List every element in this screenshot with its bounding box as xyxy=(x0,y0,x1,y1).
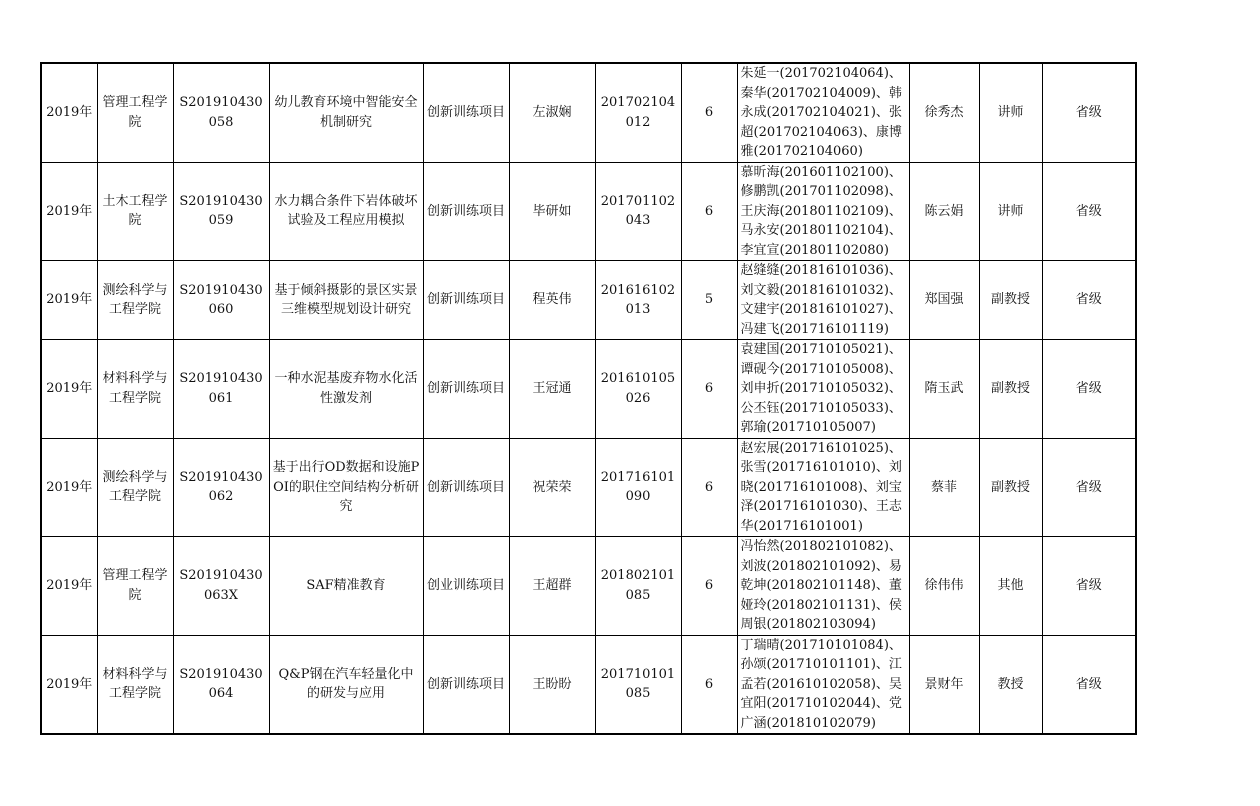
advisor-cell: 郑国强 xyxy=(909,261,979,340)
project-title-cell: 基于出行OD数据和设施POI的职住空间结构分析研究 xyxy=(269,438,423,537)
college-cell: 管理工程学院 xyxy=(97,537,173,636)
leader-id-cell: 201610105026 xyxy=(595,340,681,439)
members-cell: 冯怡然(201802101082)、刘波(201802101092)、易乾坤(201802101148)、董娅玲(201802101131)、侯周银(201802103094) xyxy=(737,537,909,636)
project-title-cell: 一种水泥基废弃物水化活性激发剂 xyxy=(269,340,423,439)
leader-id-cell: 201802101085 xyxy=(595,537,681,636)
advisor-cell: 景财年 xyxy=(909,635,979,734)
project-id-cell: S201910430064 xyxy=(173,635,269,734)
year-cell: 2019年 xyxy=(41,63,97,162)
team-size-cell: 5 xyxy=(681,261,737,340)
advisor-title-cell: 讲师 xyxy=(979,63,1042,162)
year-cell: 2019年 xyxy=(41,537,97,636)
leader-cell: 王超群 xyxy=(509,537,595,636)
year-cell: 2019年 xyxy=(41,340,97,439)
projects-table xyxy=(40,62,1137,735)
project-id-cell: S201910430061 xyxy=(173,340,269,439)
project-title-cell: 幼儿教育环境中智能安全机制研究 xyxy=(269,63,423,162)
team-size-cell: 6 xyxy=(681,635,737,734)
team-size-cell: 6 xyxy=(681,438,737,537)
project-type-cell: 创新训练项目 xyxy=(423,162,509,261)
advisor-cell: 蔡菲 xyxy=(909,438,979,537)
project-title-cell: 基于倾斜摄影的景区实景三维模型规划设计研究 xyxy=(269,261,423,340)
members-cell: 赵宏展(201716101025)、张雪(201716101010)、刘晓(201716101008)、刘宝泽(201716101030)、王志华(201716101001) xyxy=(737,438,909,537)
project-id-cell: S201910430062 xyxy=(173,438,269,537)
project-type-cell: 创新训练项目 xyxy=(423,63,509,162)
leader-id-cell: 201710101085 xyxy=(595,635,681,734)
year-cell: 2019年 xyxy=(41,438,97,537)
project-title-cell: Q&P钢在汽车轻量化中的研发与应用 xyxy=(269,635,423,734)
level-cell: 省级 xyxy=(1042,635,1136,734)
college-cell: 测绘科学与工程学院 xyxy=(97,438,173,537)
level-cell: 省级 xyxy=(1042,438,1136,537)
advisor-title-cell: 副教授 xyxy=(979,340,1042,439)
project-title-cell: 水力耦合条件下岩体破坏试验及工程应用模拟 xyxy=(269,162,423,261)
members-cell: 慕昕海(201601102100)、修鹏凯(201701102098)、王庆海(201801102109)、马永安(201801102104)、李宜宣(201801102080) xyxy=(737,162,909,261)
table-row xyxy=(41,438,1136,537)
members-cell: 朱延一(201702104064)、秦华(201702104009)、韩永成(201702104021)、张超(201702104063)、康博雅(201702104060) xyxy=(737,63,909,162)
college-cell: 管理工程学院 xyxy=(97,63,173,162)
team-size-cell: 6 xyxy=(681,537,737,636)
leader-cell: 左淑娴 xyxy=(509,63,595,162)
level-cell: 省级 xyxy=(1042,340,1136,439)
members-cell: 赵缝缝(201816101036)、刘文毅(201816101032)、文建宇(201816101027)、冯建飞(201716101119) xyxy=(737,261,909,340)
leader-cell: 程英伟 xyxy=(509,261,595,340)
advisor-title-cell: 副教授 xyxy=(979,261,1042,340)
team-size-cell: 6 xyxy=(681,63,737,162)
advisor-cell: 陈云娟 xyxy=(909,162,979,261)
college-cell: 材料科学与工程学院 xyxy=(97,340,173,439)
table-row xyxy=(41,63,1136,162)
project-type-cell: 创新训练项目 xyxy=(423,438,509,537)
college-cell: 测绘科学与工程学院 xyxy=(97,261,173,340)
leader-id-cell: 201716101090 xyxy=(595,438,681,537)
advisor-title-cell: 副教授 xyxy=(979,438,1042,537)
table-row xyxy=(41,261,1136,340)
college-cell: 土木工程学院 xyxy=(97,162,173,261)
level-cell: 省级 xyxy=(1042,537,1136,636)
members-cell: 丁瑞晴(201710101084)、孙颂(201710101101)、江孟若(201610102058)、吴宜阳(201710102044)、党广涵(201810102079) xyxy=(737,635,909,734)
project-title-cell: SAF精准教育 xyxy=(269,537,423,636)
leader-cell: 祝荣荣 xyxy=(509,438,595,537)
advisor-title-cell: 教授 xyxy=(979,635,1042,734)
year-cell: 2019年 xyxy=(41,162,97,261)
members-cell: 袁建国(201710105021)、谭砚今(201710105008)、刘申折(201710105032)、公丕钰(201710105033)、郭瑜(201710105007) xyxy=(737,340,909,439)
advisor-cell: 徐伟伟 xyxy=(909,537,979,636)
advisor-cell: 徐秀杰 xyxy=(909,63,979,162)
leader-cell: 王冠通 xyxy=(509,340,595,439)
project-type-cell: 创业训练项目 xyxy=(423,537,509,636)
leader-cell: 毕研如 xyxy=(509,162,595,261)
team-size-cell: 6 xyxy=(681,340,737,439)
project-id-cell: S20191043006​3X xyxy=(173,537,269,636)
advisor-title-cell: 其他 xyxy=(979,537,1042,636)
level-cell: 省级 xyxy=(1042,63,1136,162)
advisor-title-cell: 讲师 xyxy=(979,162,1042,261)
leader-id-cell: 201616102013 xyxy=(595,261,681,340)
leader-cell: 王盼盼 xyxy=(509,635,595,734)
project-type-cell: 创新训练项目 xyxy=(423,340,509,439)
advisor-cell: 隋玉武 xyxy=(909,340,979,439)
level-cell: 省级 xyxy=(1042,162,1136,261)
table-row xyxy=(41,635,1136,734)
project-id-cell: S201910430060 xyxy=(173,261,269,340)
table-row xyxy=(41,162,1136,261)
table-row xyxy=(41,340,1136,439)
project-id-cell: S201910430058 xyxy=(173,63,269,162)
table-row xyxy=(41,537,1136,636)
team-size-cell: 6 xyxy=(681,162,737,261)
year-cell: 2019年 xyxy=(41,261,97,340)
project-id-cell: S201910430059 xyxy=(173,162,269,261)
project-type-cell: 创新训练项目 xyxy=(423,261,509,340)
project-type-cell: 创新训练项目 xyxy=(423,635,509,734)
year-cell: 2019年 xyxy=(41,635,97,734)
leader-id-cell: 201701102043 xyxy=(595,162,681,261)
leader-id-cell: 201702104012 xyxy=(595,63,681,162)
level-cell: 省级 xyxy=(1042,261,1136,340)
college-cell: 材料科学与工程学院 xyxy=(97,635,173,734)
